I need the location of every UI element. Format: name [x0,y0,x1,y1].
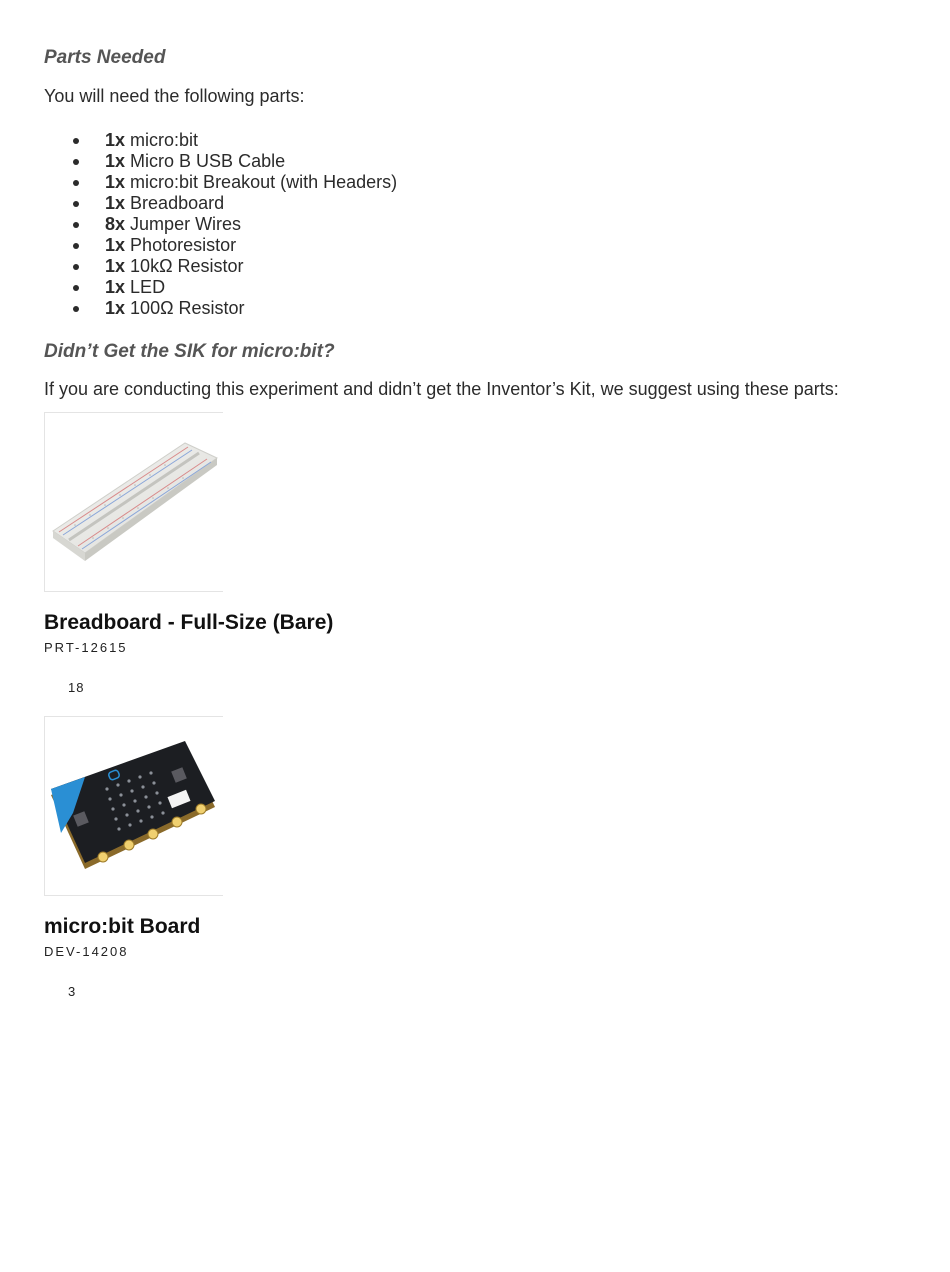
bullet-icon [73,222,79,228]
bullet-icon [73,264,79,270]
bullet-icon [73,180,79,186]
bullet-icon [73,201,79,207]
microbit-image[interactable] [44,716,223,896]
product-sku: PRT-12615 [44,640,128,655]
bullet-icon [73,306,79,312]
no-sik-heading: Didn’t Get the SIK for micro:bit? [44,341,335,362]
list-item: 1x 100Ω Resistor [44,298,397,319]
bullet-icon [73,138,79,144]
bullet-icon [73,159,79,165]
breadboard-image[interactable] [44,412,223,592]
parts-intro: You will need the following parts: [44,86,305,106]
list-item: 1x LED [44,277,397,298]
microbit-illustration [45,717,223,895]
product-title[interactable]: Breadboard - Full-Size (Bare) [44,611,334,634]
parts-needed-heading: Parts Needed [44,47,166,68]
parts-list [44,130,397,319]
product-title[interactable]: micro:bit Board [44,915,201,938]
list-item: 1x Micro B USB Cable [44,151,397,172]
bullet-icon [73,243,79,249]
product-quantity: 18 [68,680,85,695]
product-quantity: 3 [68,984,77,999]
no-sik-intro: If you are conducting this experiment and didn’t get the Inventor’s Kit, we suggest using these parts: [44,379,839,399]
bullet-icon [73,285,79,291]
list-item: 1x Breadboard [44,193,397,214]
list-item: 1x micro:bit Breakout (with Headers) [44,172,397,193]
list-item: 8x Jumper Wires [44,214,397,235]
breadboard-illustration [45,413,223,591]
list-item: 1x micro:bit [44,130,397,151]
list-item: 1x 10kΩ Resistor [44,256,397,277]
list-item: 1x Photoresistor [44,235,397,256]
product-sku: DEV-14208 [44,944,129,959]
